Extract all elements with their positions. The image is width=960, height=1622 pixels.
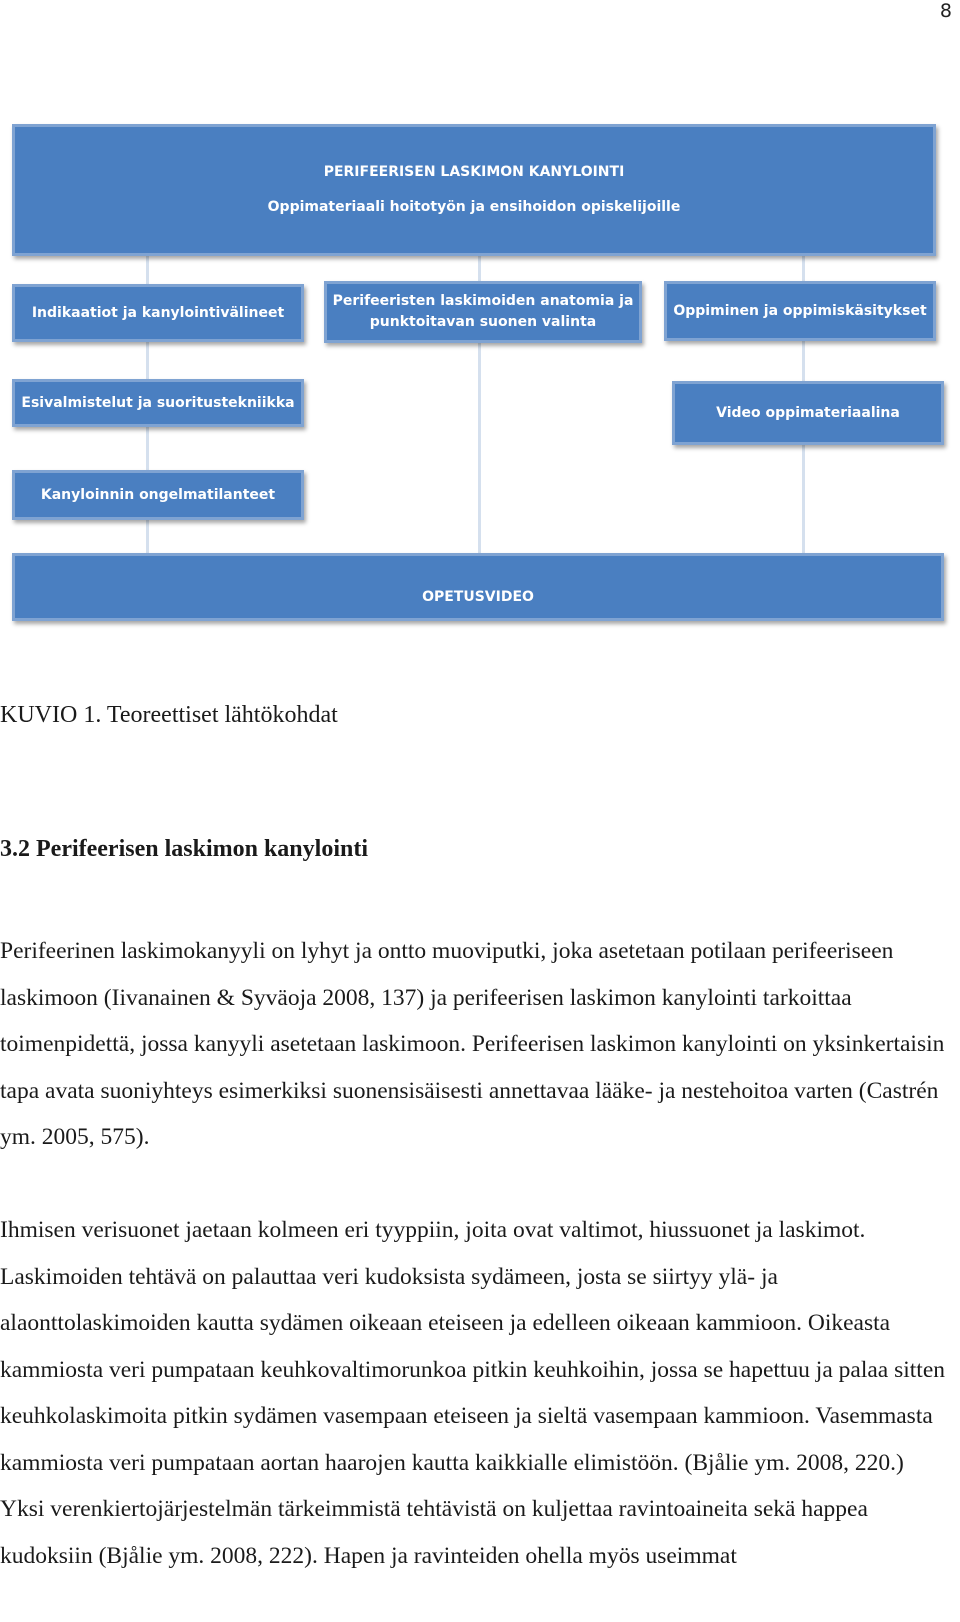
diagram-box-problems: Kanyloinnin ongelmatilanteet [12, 470, 304, 520]
paragraph: Ihmisen verisuonet jaetaan kolmeen eri tyyppiin, joita ovat valtimot, hiussuonet ja laskimot. Laskimoiden tehtävä on palauttaa veri kudoksista sydämeen, josta se siirtyy ylä- ja alaonttolaskimoiden kautta sydämen oikeaan eteiseen ja edelleen oikeaan kammioon. Oikeasta kammiosta veri pumpataan keuhkovaltimorunkoa pitkin keuhkoihin, jossa se hapettuu ja palaa sitten keuhkolaskimoita pitkin sydämen vasempaan eteiseen ja sieltä vasempaan kammioon. Vasemmasta kammiosta veri pumpataan aortan haarojen kautta kaikkialle elimistöön. (Bjålie ym. 2008, 220.) Yksi verenkiertojärjestelmän tärkeimmistä tehtävistä on kuljettaa ravintoaineita sekä happea kudoksiin (Bjålie ym. 2008, 222). Hapen ja ravinteiden ohella myös useimmat [0, 1217, 946, 1569]
diagram-box-video-material: Video oppimateriaalina [672, 381, 944, 445]
paragraph: Perifeerinen laskimokanyyli on lyhyt ja ontto muoviputki, joka asetetaan potilaan perifeeriseen laskimoon (Iivanainen & Syväoja 2008, 137) ja perifeerisen laskimon kanylointi tarkoittaa toimenpidettä, jossa kanyyli asetetaan laskimoon. Perifeerisen laskimon kanylointi on yksinkertaisin tapa avata suoniyhteys esimerkiksi suonensisäisesti annettavaa lääke- ja nestehoitoa varten (Castrén ym. 2005, 575). [0, 938, 945, 1150]
diagram-box-anatomy: Perifeeristen laskimoiden anatomia ja punktoitavan suonen valinta [324, 281, 642, 343]
theory-diagram [0, 0, 960, 640]
section-heading: 3.2 Perifeerisen laskimon kanylointi [0, 836, 368, 862]
diagram-subtitle: Oppimateriaali hoitotyön ja ensihoidon opiskelijoille [267, 199, 681, 215]
diagram-top-box [12, 124, 936, 256]
page-number: 8 [939, 0, 952, 22]
diagram-title: PERIFEERISEN LASKIMON KANYLOINTI [323, 164, 625, 180]
diagram-box-learning: Oppiminen ja oppimiskäsitykset [664, 281, 936, 341]
diagram-box-indications: Indikaatiot ja kanylointivälineet [12, 284, 304, 342]
diagram-bottom-box: OPETUSVIDEO [12, 553, 944, 621]
figure-caption: KUVIO 1. Teoreettiset lähtökohdat [0, 702, 338, 728]
diagram-box-preparations: Esivalmistelut ja suoritustekniikka [12, 379, 304, 427]
